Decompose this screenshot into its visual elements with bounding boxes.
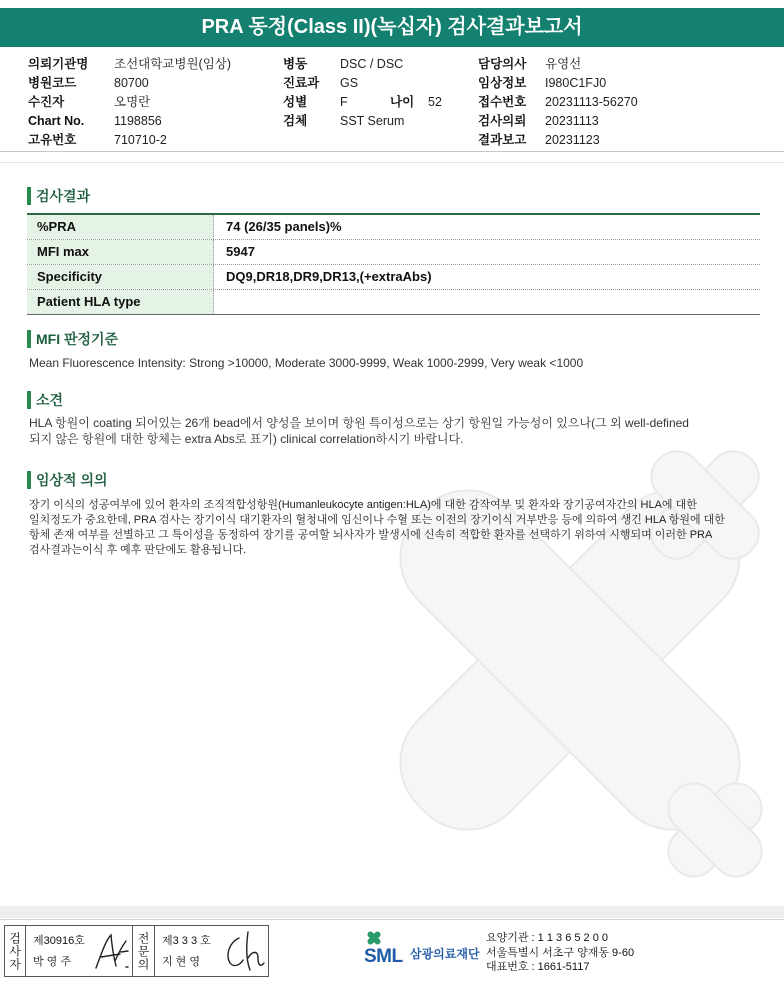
info-label: 수진자 xyxy=(28,95,65,109)
info-value: 20231113 xyxy=(545,114,599,128)
info-row-receipt-no xyxy=(478,93,638,112)
section-heading-mfi xyxy=(27,329,118,349)
info-value: 오명란 xyxy=(114,95,151,109)
signature-icon xyxy=(221,929,265,973)
row-value: DQ9,DR18,DR9,DR13,(+extraAbs) xyxy=(226,269,432,284)
report-header xyxy=(0,8,784,47)
tester-name: 박 영 주 xyxy=(33,956,71,968)
clinical-line: 항체 존재 여부를 선별하고 그 특이성을 동정하여 장기를 공여할 뇌사자가 발생시에 신속히 적합한 환자를 선택하기 위하여 시행되며 이러한 PRA xyxy=(29,529,713,541)
age-value: 52 xyxy=(428,95,442,109)
table-row xyxy=(27,215,760,240)
info-row-department xyxy=(283,74,442,93)
result-table xyxy=(27,213,760,315)
opinion-line: HLA 항원이 coating 되어있는 26개 bead에서 양성을 보이며 항원 특이성으로는 상기 항원일 가능성이 있으나(그 외 well-defined xyxy=(29,416,689,430)
section-marker xyxy=(27,471,31,489)
mfi-criteria-text: Mean Fluorescence Intensity: Strong >10000, Moderate 3000-9999, Weak 1000-2999, Very weak <1000 xyxy=(29,356,584,370)
phone-number: 대표번호 : 1661-5117 xyxy=(486,961,590,973)
table-row xyxy=(27,265,760,290)
clinical-line: 장기 이식의 성공여부에 있어 환자의 조직적합성항원(Humanleukocyte antigen:HLA)에 대한 감작여부 및 환자와 장기공여자간의 HLA에 대한 xyxy=(29,499,697,511)
opinion-line: 되지 않은 항원에 대한 항체는 extra Abs로 표기) clinical correlation하시기 바랍니다. xyxy=(29,432,464,446)
section-title: 임상적 의의 xyxy=(36,472,108,488)
info-row-patient-name xyxy=(28,93,231,112)
organization-name: 삼광의료재단 xyxy=(410,947,480,961)
info-label: 병원코드 xyxy=(28,76,77,90)
divider xyxy=(0,151,784,152)
specialist-license: 제3 3 3 호 xyxy=(162,935,211,947)
info-label: 병동 xyxy=(283,57,308,71)
info-label: Chart No. xyxy=(28,114,85,128)
info-row-report-date xyxy=(478,131,638,150)
divider xyxy=(0,162,784,163)
info-row-chart-no xyxy=(28,112,231,131)
section-marker xyxy=(27,330,31,348)
row-label: Specificity xyxy=(27,265,214,289)
row-label: %PRA xyxy=(27,215,214,239)
signature-box xyxy=(4,925,269,977)
row-label: Patient HLA type xyxy=(27,290,214,314)
info-row-institution xyxy=(28,55,231,74)
section-marker xyxy=(27,391,31,409)
info-label: 고유번호 xyxy=(28,133,77,147)
info-value: I980C1FJ0 xyxy=(545,76,607,90)
section-heading-results xyxy=(27,186,90,206)
table-row xyxy=(27,240,760,265)
info-value: GS xyxy=(340,76,359,90)
info-row-ward xyxy=(283,55,442,74)
section-title: 소견 xyxy=(36,392,64,408)
info-row-specimen xyxy=(283,112,442,131)
institution-code: 요양기관 : 1 1 3 6 5 2 0 0 xyxy=(486,932,609,944)
section-marker xyxy=(27,187,31,205)
age-label: 나이 xyxy=(390,95,415,109)
info-label: 진료과 xyxy=(283,76,320,90)
info-value: 710710-2 xyxy=(114,133,167,147)
info-label: 접수번호 xyxy=(478,95,527,109)
row-value xyxy=(214,290,760,314)
tester-license: 제30916호 xyxy=(33,935,85,947)
info-row-unique-id xyxy=(28,131,231,150)
info-label: 의뢰기관명 xyxy=(28,57,89,71)
info-label: 검체 xyxy=(283,114,308,128)
section-title: MFI 판정기준 xyxy=(36,331,119,347)
info-value: 1198856 xyxy=(114,114,162,128)
footer-band xyxy=(0,906,784,918)
info-row-sex-age xyxy=(283,93,442,112)
section-heading-clinical xyxy=(27,470,108,490)
info-column-2 xyxy=(283,55,442,131)
tester-role: 검사자 xyxy=(5,926,26,976)
signature-icon xyxy=(93,930,131,972)
info-value: 80700 xyxy=(114,76,149,90)
address: 서울특별시 서초구 양재동 9-60 xyxy=(486,947,635,959)
info-label: 성별 xyxy=(283,95,308,109)
table-row xyxy=(27,290,760,315)
info-label: 담당의사 xyxy=(478,57,527,71)
info-value: SST Serum xyxy=(340,114,405,128)
clinical-line: 검사결과는이식 후 예후 판단에도 활용됩니다. xyxy=(29,544,247,556)
row-value: 74 (26/35 panels)% xyxy=(226,219,342,234)
info-label: 임상정보 xyxy=(478,76,527,90)
section-title: 검사결과 xyxy=(36,188,91,204)
logo-text: SML xyxy=(364,946,403,967)
section-heading-opinion xyxy=(27,390,63,410)
row-value: 5947 xyxy=(226,244,255,259)
specialist-name: 지 현 영 xyxy=(162,956,200,968)
info-value: 조선대학교병원(임상) xyxy=(114,57,232,71)
info-value: 20231113-56270 xyxy=(545,95,638,109)
info-value: 유영선 xyxy=(545,57,582,71)
info-row-clinical-info xyxy=(478,74,638,93)
info-column-1 xyxy=(28,55,231,150)
specialist-role: 전문의 xyxy=(132,926,155,976)
report-title: PRA 동정(Class II)(녹십자) 검사결과보고서 xyxy=(201,16,583,38)
info-value: F xyxy=(340,95,348,109)
footer-divider xyxy=(0,919,784,920)
info-value: DSC / DSC xyxy=(340,57,404,71)
info-column-3 xyxy=(478,55,638,150)
info-row-hospital-code xyxy=(28,74,231,93)
info-label: 결과보고 xyxy=(478,133,527,147)
clinical-line: 일치정도가 중요한데, PRA 검사는 장기이식 대기환자의 혈청내에 임신이나 수혈 또는 이전의 장기이식 거부반응 등에 의하여 생긴 HLA 항원에 대한 xyxy=(29,514,725,526)
info-label: 검사의뢰 xyxy=(478,114,527,128)
info-row-request-date xyxy=(478,112,638,131)
info-value: 20231123 xyxy=(545,133,600,147)
info-row-doctor xyxy=(478,55,638,74)
row-label: MFI max xyxy=(27,240,214,264)
